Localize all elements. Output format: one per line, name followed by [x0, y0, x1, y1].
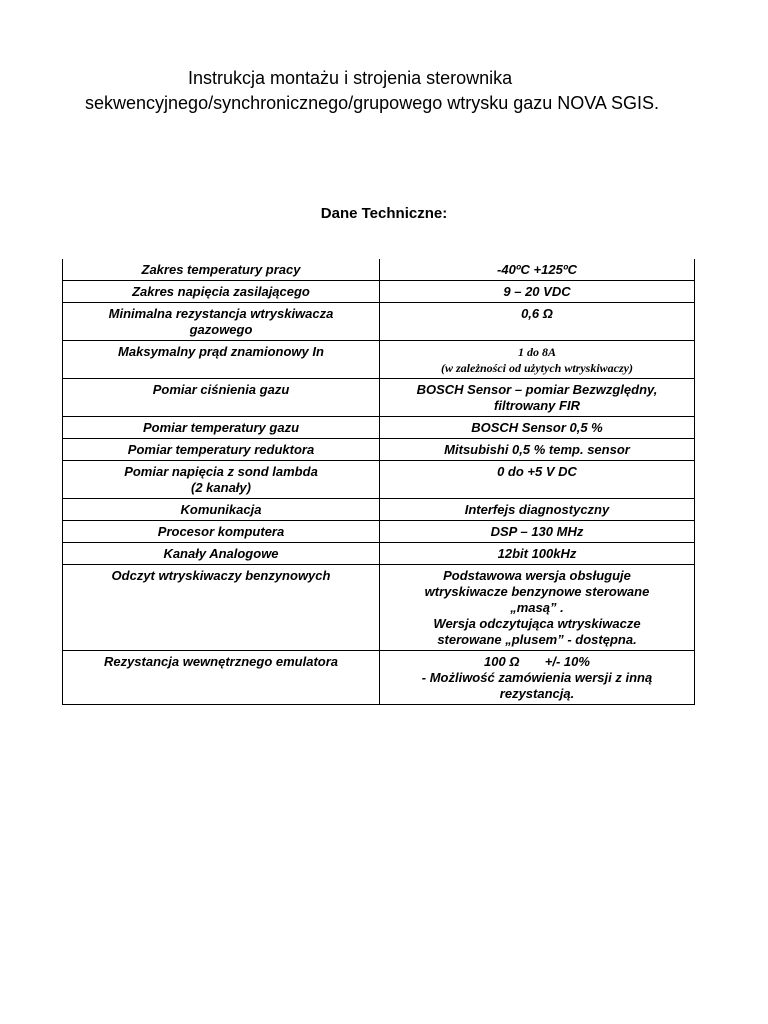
value-cell: 12bit 100kHz: [380, 543, 695, 565]
parameter-cell: Procesor komputera: [63, 521, 380, 543]
value-cell: Podstawowa wersja obsługuje wtryskiwacze benzynowe sterowane „masą” . Wersja odczytująca wtryskiwacze sterowane „plusem” - dostępna.: [380, 565, 695, 651]
value-cell: BOSCH Sensor 0,5 %: [380, 417, 695, 439]
parameter-cell: Kanały Analogowe: [63, 543, 380, 565]
parameter-cell: Pomiar ciśnienia gazu: [63, 379, 380, 417]
table-row: [63, 281, 695, 303]
table-row: [63, 521, 695, 543]
parameter-cell: Pomiar temperatury reduktora: [63, 439, 380, 461]
value-cell: DSP – 130 MHz: [380, 521, 695, 543]
parameter-cell: Odczyt wtryskiwaczy benzynowych: [63, 565, 380, 651]
technical-data-table: [62, 259, 695, 705]
value-cell: Mitsubishi 0,5 % temp. sensor: [380, 439, 695, 461]
parameter-cell: Minimalna rezystancja wtryskiwacza gazowego: [63, 303, 380, 341]
section-heading: Dane Techniczne:: [320, 205, 448, 222]
parameter-cell: Zakres napięcia zasilającego: [63, 281, 380, 303]
parameter-cell: Zakres temperatury pracy: [63, 259, 380, 281]
document-title-line-2: sekwencyjnego/synchronicznego/grupowego wtrysku gazu NOVA SGIS.: [85, 93, 659, 113]
parameter-cell: Rezystancja wewnętrznego emulatora: [63, 651, 380, 705]
value-cell: BOSCH Sensor – pomiar Bezwzględny, filtrowany FIR: [380, 379, 695, 417]
table-row: [63, 259, 695, 281]
parameter-cell: Pomiar napięcia z sond lambda (2 kanały): [63, 461, 380, 499]
value-cell: 9 – 20 VDC: [380, 281, 695, 303]
parameter-cell: Maksymalny prąd znamionowy In: [63, 341, 380, 379]
value-cell: Interfejs diagnostyczny: [380, 499, 695, 521]
document-title: [0, 66, 768, 116]
table-row: [63, 379, 695, 417]
table-row: [63, 543, 695, 565]
parameter-cell: Pomiar temperatury gazu: [63, 417, 380, 439]
table-row: [63, 417, 695, 439]
document-title-line-1: Instrukcja montażu i strojenia sterownika: [188, 68, 513, 88]
table-row: [63, 439, 695, 461]
value-cell: 1 do 8A (w zależności od użytych wtryskiwaczy): [380, 341, 695, 379]
value-cell: 0,6 Ω: [380, 303, 695, 341]
parameter-cell: Komunikacja: [63, 499, 380, 521]
value-cell: -40ºC +125ºC: [380, 259, 695, 281]
value-cell: 100 Ω +/- 10% - Możliwość zamówienia wersji z inną rezystancją.: [380, 651, 695, 705]
value-cell: 0 do +5 V DC: [380, 461, 695, 499]
table-row: [63, 303, 695, 341]
table-row: [63, 565, 695, 651]
table-row: [63, 499, 695, 521]
table-row: [63, 341, 695, 379]
table-row: [63, 651, 695, 705]
table-row: [63, 461, 695, 499]
